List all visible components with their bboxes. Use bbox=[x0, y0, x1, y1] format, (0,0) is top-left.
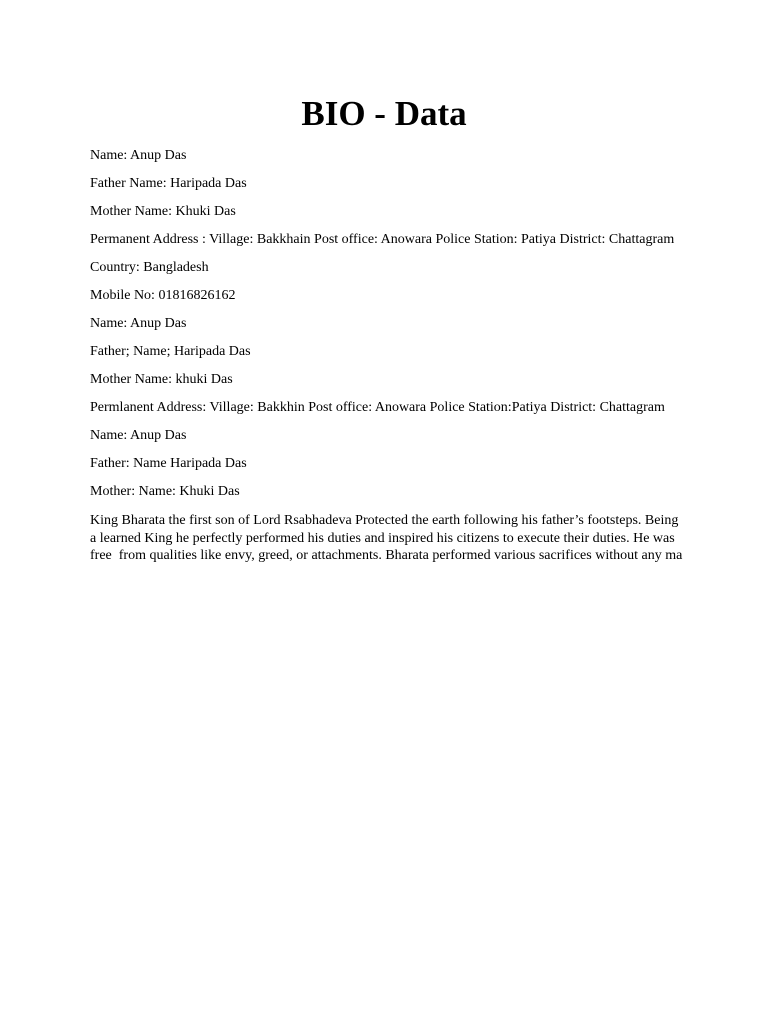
field-father-name: Father: Name Haripada Das bbox=[90, 456, 247, 471]
field-name: Name: Anup Das bbox=[90, 148, 187, 163]
paragraph-line: free from qualities like envy, greed, or attachments. Bharata performed various sacrifices without any ma bbox=[90, 548, 683, 563]
field-father-name: Father Name: Haripada Das bbox=[90, 176, 247, 191]
field-father-name: Father; Name; Haripada Das bbox=[90, 344, 251, 359]
bio-fields bbox=[90, 147, 690, 511]
body-paragraph bbox=[90, 512, 690, 566]
field-permanent-address: Permanent Address : Village: Bakkhain Post office: Anowara Police Station: Patiya District: Chattagram bbox=[90, 232, 675, 247]
field-mother-name: Mother Name: Khuki Das bbox=[90, 204, 236, 219]
field-mobile: Mobile No: 01816826162 bbox=[90, 288, 236, 303]
paragraph-line: a learned King he perfectly performed his duties and inspired his citizens to execute their duties. He was bbox=[90, 530, 675, 546]
field-mother-name: Mother Name: khuki Das bbox=[90, 372, 233, 387]
field-name: Name: Anup Das bbox=[90, 428, 187, 443]
field-name: Name: Anup Das bbox=[90, 316, 187, 331]
field-mother-name: Mother: Name: Khuki Das bbox=[90, 484, 240, 499]
page-title: BIO - Data bbox=[301, 94, 467, 133]
paragraph-line: King Bharata the first son of Lord Rsabhadeva Protected the earth following his father’s footsteps. Being bbox=[90, 513, 679, 528]
field-country: Country: Bangladesh bbox=[90, 260, 209, 275]
field-permanent-address: Permlanent Address: Village: Bakkhin Post office: Anowara Police Station:Patiya District: Chattagram bbox=[90, 400, 665, 415]
